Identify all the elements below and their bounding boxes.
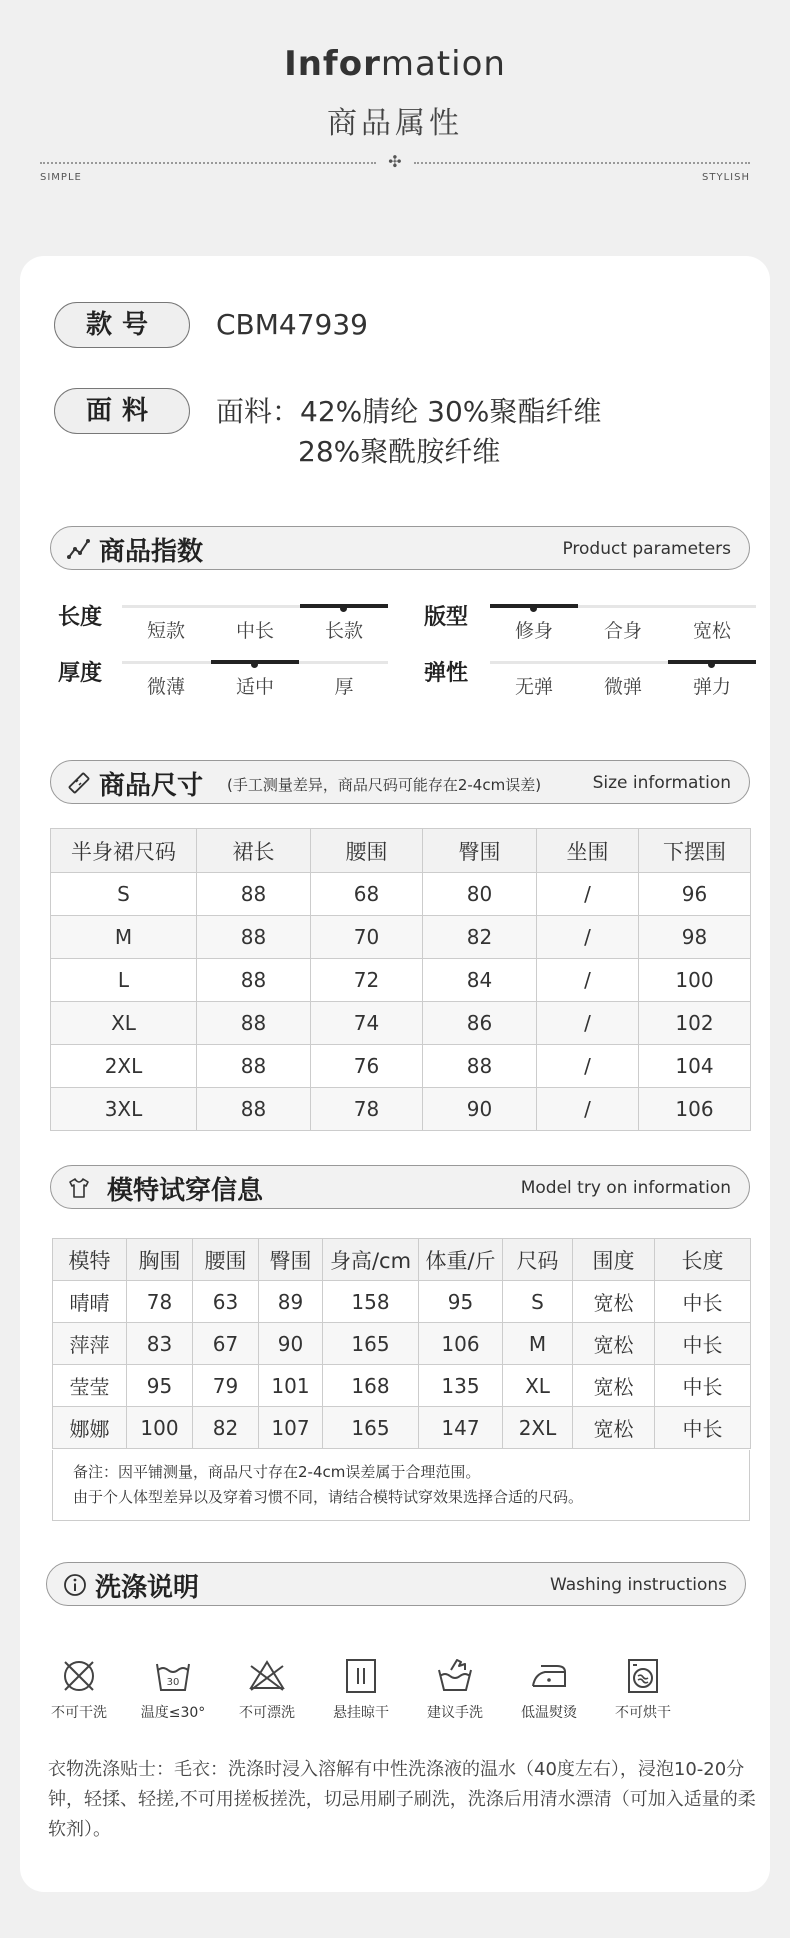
model-cell: 106 [419, 1323, 503, 1365]
model-cell: 79 [193, 1365, 259, 1407]
size-cell: M [51, 916, 197, 959]
size-cell: 104 [639, 1045, 751, 1088]
size-cell: 90 [423, 1088, 537, 1131]
size-cell: / [537, 1002, 639, 1045]
remark-line: 备注：因平铺测量，商品尺寸存在2-4cm误差属于合理范围。 [73, 1463, 481, 1481]
size-cell: L [51, 959, 197, 1002]
model-cell: 宽松 [573, 1365, 655, 1407]
index-option: 中长 [235, 620, 274, 642]
size-info-title: 商品尺寸 [99, 771, 204, 801]
wash-item [32, 1656, 126, 1722]
wash-label: 不可漂洗 [239, 1705, 295, 1721]
wash-info-title: 洗涤说明 [95, 1573, 200, 1603]
model-cell: 78 [127, 1281, 193, 1323]
size-cell: 84 [423, 959, 537, 1002]
header-divider-left [40, 162, 376, 164]
model-cell: 82 [193, 1407, 259, 1449]
hand-wash-icon [435, 1656, 475, 1696]
index-option: 弹力 [692, 676, 731, 698]
size-cell: / [537, 959, 639, 1002]
size-cell: 86 [423, 1002, 537, 1045]
size-cell: 88 [197, 1045, 311, 1088]
index-option: 长款 [324, 620, 363, 642]
index-label: 长度 [58, 605, 103, 630]
model-cell: 中长 [655, 1407, 751, 1449]
index-selected-dot [340, 605, 347, 612]
size-cell: 82 [423, 916, 537, 959]
no-tumble-dry-icon [623, 1656, 663, 1696]
model-cell: 娜娜 [53, 1407, 127, 1449]
model-table-header-row [53, 1239, 751, 1281]
size-cell: / [537, 1088, 639, 1131]
size-cell: 100 [639, 959, 751, 1002]
model-header-cell: 身高/cm [323, 1239, 419, 1281]
header-left-tag: SIMPLE [40, 172, 82, 183]
index-option: 合身 [603, 620, 642, 642]
no-bleach-icon [247, 1656, 287, 1696]
table-row [51, 873, 751, 916]
fabric-label: 面料 [54, 388, 190, 434]
model-cell: 中长 [655, 1323, 751, 1365]
size-cell: 88 [423, 1045, 537, 1088]
model-cell: 中长 [655, 1281, 751, 1323]
size-cell: 3XL [51, 1088, 197, 1131]
model-cell: 95 [419, 1281, 503, 1323]
product-index-title: 商品指数 [99, 537, 204, 567]
table-row [51, 959, 751, 1002]
wash-label: 温度≤30° [140, 1705, 206, 1721]
model-cell: XL [503, 1365, 573, 1407]
size-header-cell: 坐围 [537, 829, 639, 873]
size-cell: 98 [639, 916, 751, 959]
wash-item [408, 1656, 502, 1722]
size-info-note: (手工测量差异，商品尺码可能存在2-4cm误差) [227, 776, 542, 794]
ruler-icon [67, 771, 91, 795]
size-header-cell: 下摆围 [639, 829, 751, 873]
size-cell: 74 [311, 1002, 423, 1045]
table-row [51, 1045, 751, 1088]
model-header-cell: 模特 [53, 1239, 127, 1281]
size-cell: / [537, 1045, 639, 1088]
table-row [53, 1281, 751, 1323]
table-row [53, 1407, 751, 1449]
size-cell: 88 [197, 1002, 311, 1045]
model-header-cell: 臀围 [259, 1239, 323, 1281]
model-table [52, 1238, 751, 1449]
size-header-cell: 臀围 [423, 829, 537, 873]
wash-label: 建议手洗 [427, 1705, 483, 1721]
index-option: 短款 [146, 620, 185, 642]
table-row [51, 1088, 751, 1131]
size-cell: 88 [197, 873, 311, 916]
size-table-header-row [51, 829, 751, 873]
model-cell: 宽松 [573, 1281, 655, 1323]
header-ornament-icon: ✣ [388, 152, 402, 171]
low-iron-icon [529, 1656, 569, 1696]
index-selected-dot [708, 661, 715, 668]
model-cell: 萍萍 [53, 1323, 127, 1365]
wash-info-en: Washing instructions [549, 1575, 727, 1595]
header-title: Information [284, 44, 506, 84]
model-cell: 晴晴 [53, 1281, 127, 1323]
size-cell: 96 [639, 873, 751, 916]
header-subtitle: 商品属性 [327, 106, 463, 141]
size-cell: / [537, 873, 639, 916]
size-cell: 70 [311, 916, 423, 959]
size-cell: 88 [197, 1088, 311, 1131]
fabric-line-1: 面料：42%腈纶 30%聚酯纤维 [216, 395, 602, 428]
model-cell: 90 [259, 1323, 323, 1365]
size-cell: 2XL [51, 1045, 197, 1088]
wash-item [502, 1656, 596, 1722]
model-cell: 135 [419, 1365, 503, 1407]
fabric-line-2: 28%聚酰胺纤维 [298, 435, 501, 468]
index-label: 厚度 [58, 661, 103, 686]
model-cell: 67 [193, 1323, 259, 1365]
style-number-value: CBM47939 [216, 308, 368, 341]
table-row [53, 1323, 751, 1365]
table-row [51, 1002, 751, 1045]
info-card [20, 256, 770, 1892]
hang-dry-icon [341, 1656, 381, 1696]
size-info-en: Size information [592, 773, 731, 793]
model-header-cell: 体重/斤 [419, 1239, 503, 1281]
model-cell: 165 [323, 1323, 419, 1365]
index-option: 适中 [235, 676, 274, 698]
model-header-cell: 尺码 [503, 1239, 573, 1281]
size-cell: 88 [197, 916, 311, 959]
size-header-cell: 腰围 [311, 829, 423, 873]
wash-30-icon [153, 1656, 193, 1696]
index-option: 宽松 [692, 620, 731, 642]
size-cell: 78 [311, 1088, 423, 1131]
model-info-header [50, 1165, 750, 1209]
wash-label: 低温熨烫 [521, 1705, 577, 1721]
model-cell: 63 [193, 1281, 259, 1323]
size-cell: 76 [311, 1045, 423, 1088]
index-option: 微弹 [603, 676, 642, 698]
size-cell: XL [51, 1002, 197, 1045]
index-option: 厚 [334, 676, 354, 698]
model-cell: 莹莹 [53, 1365, 127, 1407]
size-cell: 102 [639, 1002, 751, 1045]
size-cell: / [537, 916, 639, 959]
wash-item [220, 1656, 314, 1722]
model-info-en: Model try on information [520, 1178, 731, 1198]
wash-tips: 衣物洗涤贴士：毛衣：洗涤时浸入溶解有中性洗涤液的温水（40度左右），浸泡10-20分钟，轻揉、轻搓,不可用搓板搓洗，切忌用刷子刷洗，洗涤后用清水漂清（可加入适量的柔软剂）。 [48, 1759, 756, 1840]
index-option: 修身 [514, 620, 553, 642]
model-header-cell: 围度 [573, 1239, 655, 1281]
header-right-tag: STYLISH [702, 172, 750, 183]
model-cell: 100 [127, 1407, 193, 1449]
index-option: 微薄 [146, 676, 185, 698]
info-icon [63, 1573, 87, 1597]
remark-line: 由于个人体型差异以及穿着习惯不同，请结合模特试穿效果选择合适的尺码。 [73, 1488, 584, 1506]
model-cell: 107 [259, 1407, 323, 1449]
size-info-header [50, 760, 750, 804]
wash-badge: 30 [166, 1677, 180, 1688]
table-row [51, 916, 751, 959]
wash-label: 不可烘干 [615, 1705, 671, 1721]
wash-info-header [46, 1562, 746, 1606]
size-cell: 72 [311, 959, 423, 1002]
size-header-cell: 半身裙尺码 [51, 829, 197, 873]
model-cell: 宽松 [573, 1407, 655, 1449]
wash-label: 不可干洗 [51, 1705, 107, 1721]
index-option: 无弹 [514, 676, 553, 698]
model-cell: 中长 [655, 1365, 751, 1407]
size-cell: S [51, 873, 197, 916]
size-cell: 88 [197, 959, 311, 1002]
size-cell: 68 [311, 873, 423, 916]
wash-item [314, 1656, 408, 1722]
model-cell: 83 [127, 1323, 193, 1365]
model-cell: M [503, 1323, 573, 1365]
product-index-en: Product parameters [562, 539, 731, 559]
wash-item [596, 1656, 690, 1722]
product-index-header [50, 526, 750, 570]
tshirt-icon [67, 1176, 91, 1200]
style-number-label: 款号 [54, 302, 190, 348]
wash-label: 悬挂晾干 [333, 1705, 389, 1721]
model-cell: 95 [127, 1365, 193, 1407]
index-label: 版型 [424, 605, 469, 630]
size-table [50, 828, 751, 1131]
index-selected-dot [530, 605, 537, 612]
no-dry-clean-icon [59, 1656, 99, 1696]
size-cell: 106 [639, 1088, 751, 1131]
table-row [53, 1365, 751, 1407]
model-header-cell: 长度 [655, 1239, 751, 1281]
model-header-cell: 胸围 [127, 1239, 193, 1281]
model-cell: 宽松 [573, 1323, 655, 1365]
model-cell: 2XL [503, 1407, 573, 1449]
index-label: 弹性 [424, 661, 469, 686]
model-cell: 165 [323, 1407, 419, 1449]
trend-icon [67, 537, 91, 561]
model-info-title: 模特试穿信息 [107, 1176, 264, 1206]
model-cell: S [503, 1281, 573, 1323]
model-cell: 89 [259, 1281, 323, 1323]
page-header [0, 0, 790, 200]
model-cell: 158 [323, 1281, 419, 1323]
model-header-cell: 腰围 [193, 1239, 259, 1281]
size-header-cell: 裙长 [197, 829, 311, 873]
model-cell: 168 [323, 1365, 419, 1407]
model-cell: 147 [419, 1407, 503, 1449]
header-divider-right [414, 162, 750, 164]
model-cell: 101 [259, 1365, 323, 1407]
index-selected-dot [251, 661, 258, 668]
size-cell: 80 [423, 873, 537, 916]
wash-item [126, 1656, 220, 1722]
model-remark [52, 1450, 750, 1521]
